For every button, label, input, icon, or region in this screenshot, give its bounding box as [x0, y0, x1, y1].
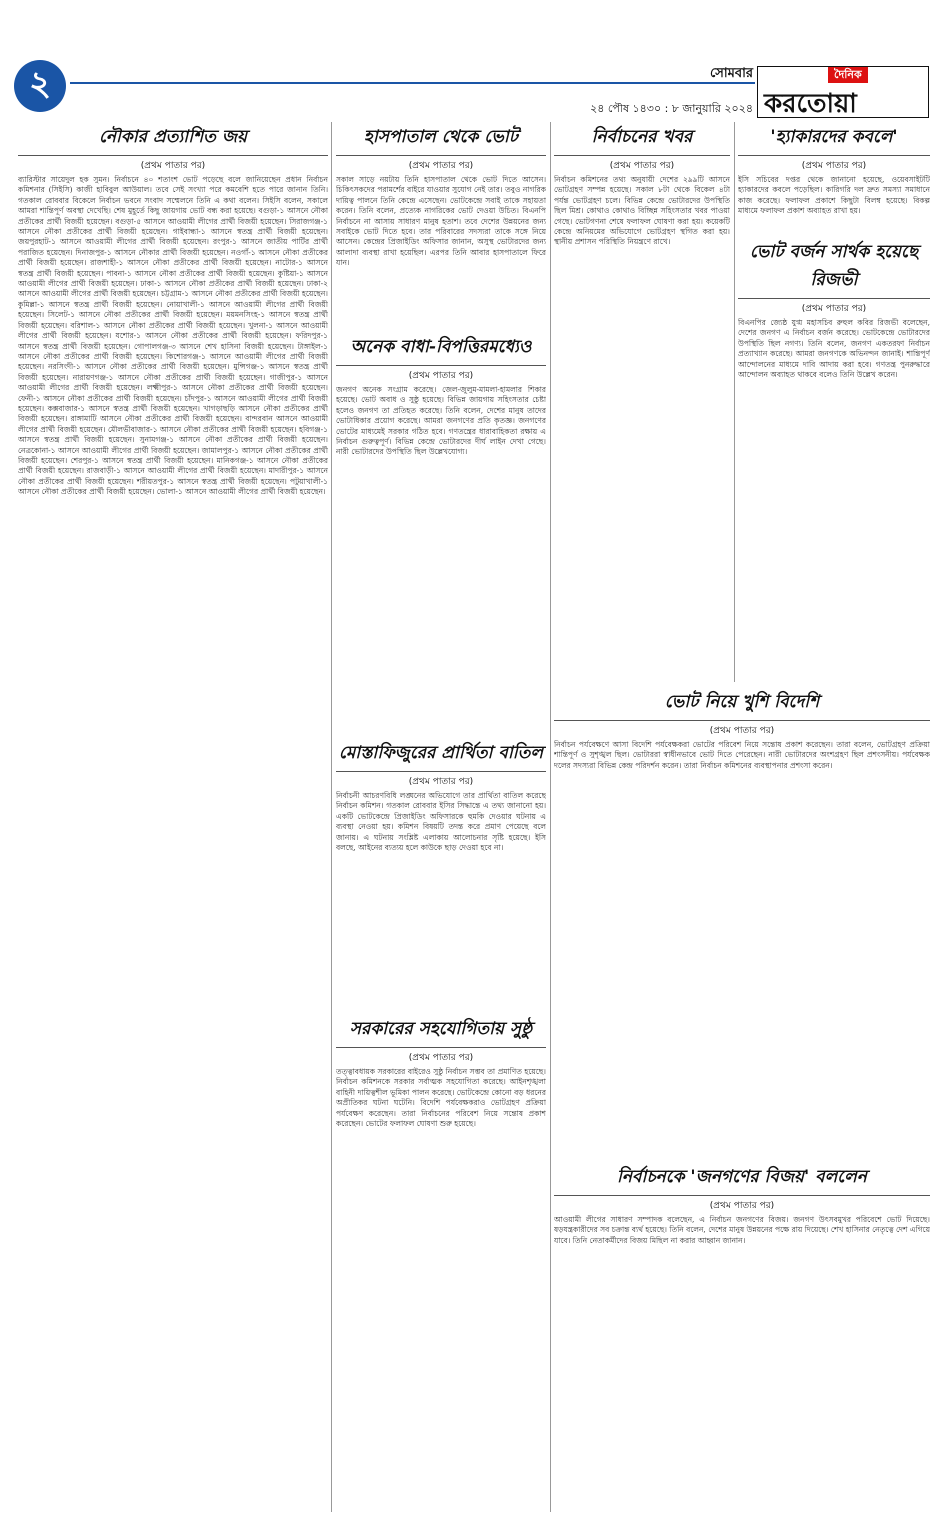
- body-hospital: সকাল সাড়ে নয়টায় তিনি হাসপাতাল থেকে ভোট দিতে আসেন। চিকিৎসকদের পরামর্শের বাইরে যাওয়ার সুযোগ নেই তার। তবুও নাগরিক দায়িত্ব পালনে তিনি কেন্দ্রে এসেছেন। ভোটকেন্দ্রে সবাই তাকে সহায়তা করেন। তিনি বলেন, প্রত্যেক নাগরিকের ভোট দেওয়া উচিত। বিএনপি নির্বাচনে না আসায় সাধারণ মানুষ হতাশ। তবে দেশের উন্নয়নের জন্য সবাইকে ভোট দিতে হবে। তার পরিবারের সদস্যরা তাকে সঙ্গে নিয়ে আসেন। কেন্দ্রের প্রিজাইডিং অফিসার জানান, অসুস্থ ভোটারদের জন্য আলাদা ব্যবস্থা রাখা হয়েছিল। এরপর তিনি আবার হাসপাতালে ফিরে যান।: [336, 175, 546, 268]
- continued-label: (প্রথম পাতার পর): [709, 726, 775, 736]
- article-cooperation: [336, 1014, 546, 1512]
- headline-victory: নির্বাচনকে 'জনগণের বিজয়' বললেন: [554, 1164, 930, 1196]
- article-hackers: [738, 122, 930, 232]
- issue-day: সোমবার: [709, 66, 753, 81]
- logo-name: করতোয়া: [764, 89, 857, 119]
- header-rule: [70, 82, 755, 84]
- body-hackers: ইসি সচিবের দপ্তর থেকে জানানো হয়েছে, ওয়েবসাইটটি হ্যাকারদের কবলে পড়েছিল। কারিগরি দল দ্রুত সমস্যা সমাধানে কাজ করেছে। ফলাফল প্রকাশে কিছুটা বিলম্ব হয়েছে। বিকল্প মাধ্যমে ফলাফল প্রকাশ অব্যাহত রাখা হয়।: [738, 175, 930, 216]
- column-divider: [550, 122, 551, 1512]
- body-cooperation: তত্ত্বাবধায়ক সরকারের বাইরেও সুষ্ঠু নির্বাচন সম্ভব তা প্রমাণিত হয়েছে। নির্বাচন কমিশনকে সরকার সর্বাত্মক সহযোগিতা করেছে। আইনশৃঙ্খলা বাহিনী দায়িত্বশীল ভূমিকা পালন করেছে। ভোটকেন্দ্রে কোনো বড় ধরনের অপ্রীতিকর ঘটনা ঘটেনি। বিদেশি পর্যবেক্ষকরাও ভোটগ্রহণ প্রক্রিয়া পর্যবেক্ষণ করেছেন। তারা নির্বাচনের পরিবেশ নিয়ে সন্তোষ প্রকাশ করেছেন। ভোটের ফলাফল ঘোষণা শুরু হয়েছে।: [336, 1067, 546, 1129]
- continued-label: (প্রথম পাতার পর): [801, 161, 867, 171]
- continued-label: (প্রথম পাতার পর): [801, 304, 867, 314]
- article-foreigners: [554, 687, 930, 1157]
- body-victory: আওয়ামী লীগের সাধারণ সম্পাদক বলেছেন, এ নির্বাচন জনগণের বিজয়। জনগণ উৎসবমুখর পরিবেশে ভোট দিয়েছে। ষড়যন্ত্রকারীদের সব চক্রান্ত ব্যর্থ হয়েছে। তিনি বলেন, দেশের মানুষ উন্নয়নের পক্ষে রায় দিয়েছে। শেখ হাসিনার নেতৃত্বে দেশ এগিয়ে যাবে। তিনি নেতাকর্মীদের বিজয় মিছিল না করার আহ্বান জানান।: [554, 1215, 930, 1245]
- center-column: [336, 122, 546, 1512]
- logo-small-text: দৈনিক: [828, 67, 868, 83]
- continued-label: (প্রথম পাতার পর): [408, 371, 474, 381]
- issue-date: ২৪ পৌষ ১৪৩০ : ৮ জানুয়ারি ২০২৪: [590, 102, 753, 115]
- continued-label: (প্রথম পাতার পর): [408, 161, 474, 171]
- body-mostafizur: নির্বাচনী আচরণবিধি লঙ্ঘনের অভিযোগে তার প্রার্থিতা বাতিল করেছে নির্বাচন কমিশন। গতকাল রোববার ইসির সিদ্ধান্তে এ তথ্য জানানো হয়। একটি ভোটকেন্দ্রে প্রিজাইডিং অফিসারকে হুমকি দেওয়ার ঘটনায় এ ব্যবস্থা নেওয়া হয়। কমিশন বিষয়টি তদন্ত করে প্রমাণ পেয়েছে বলে জানায়। এ ঘটনায় সংশ্লিষ্ট এলাকায় আলোচনার সৃষ্টি হয়েছে। ইসি বলছে, আইনের ব্যত্যয় হলে কাউকে ছাড় দেওয়া হবে না।: [336, 791, 546, 853]
- body-foreigners: নির্বাচন পর্যবেক্ষণে আসা বিদেশি পর্যবেক্ষকরা ভোটের পরিবেশ নিয়ে সন্তোষ প্রকাশ করেছেন। তারা বলেন, ভোটগ্রহণ প্রক্রিয়া শান্তিপূর্ণ ও সুশৃঙ্খল ছিল। ভোটাররা স্বাধীনভাবে ভোট দিতে পেরেছেন। নারী ভোটারদের অংশগ্রহণ ছিল প্রশংসনীয়। পর্যবেক্ষক দলের সদস্যরা বিভিন্ন কেন্দ্র পরিদর্শন করেন। তারা নির্বাচন কমিশনের ব্যবস্থাপনার প্রশংসা করেন।: [554, 740, 930, 770]
- headline-hospital: হাসপাতাল থেকে ভোট: [336, 124, 546, 156]
- article-boat: [18, 122, 328, 1512]
- headline-foreigners: ভোট নিয়ে খুশি বিদেশি: [554, 689, 930, 721]
- continued-label: (প্রথম পাতার পর): [408, 1053, 474, 1063]
- body-obstacles: জনগণ অনেক সংগ্রাম করেছে। জেল-জুলুম-মামলা-হামলার শিকার হয়েছে। ভোট অবাধ ও সুষ্ঠু হয়েছে। বিভিন্ন জায়গায় সহিংসতার চেষ্টা হলেও জনগণ তা প্রতিহত করেছে। তিনি বলেন, দেশের মানুষ তাদের ভোটাধিকার প্রয়োগ করেছে। আমরা জনগণের প্রতি কৃতজ্ঞ। জনগণের ভোটের মাধ্যমেই সরকার গঠিত হবে। গণতন্ত্রের ধারাবাহিকতা রক্ষায় এ নির্বাচন গুরুত্বপূর্ণ। বিভিন্ন কেন্দ্রে ভোটারদের দীর্ঘ লাইন দেখা গেছে। নারী ভোটারদের উপস্থিতি ছিল উল্লেখযোগ্য।: [336, 385, 546, 457]
- headline-hackers: 'হ্যাকারদের কবলে': [738, 124, 930, 156]
- newspaper-logo: [757, 66, 929, 118]
- continued-label: (প্রথম পাতার পর): [709, 1201, 775, 1211]
- continued-label: (প্রথম পাতার পর): [140, 161, 206, 171]
- headline-cooperation: সরকারের সহযোগিতায় সুষ্ঠু: [336, 1016, 546, 1048]
- article-hospital: [336, 122, 546, 328]
- headline-obstacles: অনেক বাধা-বিপত্তিরমধ্যেও: [336, 334, 546, 366]
- headline-boycott: ভোট বর্জন সার্থক হয়েছে রিজভী: [738, 239, 930, 299]
- body-boycott: বিএনপির জ্যেষ্ঠ যুগ্ম মহাসচিব রুহুল কবির রিজভী বলেছেন, দেশের জনগণ এ নির্বাচন বর্জন করেছে। ভোটকেন্দ্রে ভোটারদের উপস্থিতি ছিল নগণ্য। তিনি বলেন, জনগণ একতরফা নির্বাচন প্রত্যাখ্যান করেছে। আমরা জনগণকে অভিনন্দন জানাই। শান্তিপূর্ণ আন্দোলনের মাধ্যমে দাবি আদায় করা হবে। গণতন্ত্র পুনরুদ্ধারে আন্দোলন অব্যাহত থাকবে বলেও তিনি উল্লেখ করেন।: [738, 318, 930, 380]
- headline-boat: নৌকার প্রত্যাশিত জয়: [18, 124, 328, 156]
- column-divider: [331, 122, 332, 1512]
- headline-mostafizur: মোস্তাফিজুরের প্রার্থিতা বাতিল: [336, 740, 546, 772]
- continued-label: (প্রথম পাতার পর): [408, 777, 474, 787]
- body-boat: ব্যারিস্টার সায়েদুল হক সুমন। নির্বাচনে ৪০ শতাংশ ভোট পড়েছে বলে জানিয়েছেন প্রধান নির্বাচন কমিশনার (সিইসি) কাজী হাবিবুল আউয়াল। তবে সেই সংখ্যা পরে কমবেশি হতে পারে জানান তিনি। গতকাল রোববার বিকেলে নির্বাচন ভবনে সংবাদ সম্মেলনে তিনি এ কথা বলেন। সিইসি বলেন, সকালে আমরা শান্তিপূর্ণ অবস্থা দেখেছি। শেষ মুহূর্তে কিছু জায়গায় ভোট বন্ধ করা হয়েছে। বগুড়া-১ আসনে নৌকা প্রতীকের প্রার্থী বিজয়ী হয়েছেন। বগুড়া-৫ আসনে আওয়ামী লীগের প্রার্থী বিজয়ী হয়েছেন। সিরাজগঞ্জ-১ আসনে নৌকা প্রতীকের প্রার্থী বিজয়ী হয়েছেন। গাইবান্ধা-১ আসনে স্বতন্ত্র প্রার্থী বিজয়ী হয়েছেন। জয়পুরহাট-১ আসনে আওয়ামী লীগের প্রার্থী বিজয়ী হয়েছেন। রংপুর-১ আসনে জাতীয় পার্টির প্রার্থী পরাজিত হয়েছেন। দিনাজপুর-১ আসনে নৌকার প্রার্থী বিজয়ী হয়েছেন। নওগাঁ-১ আসনে নৌকা প্রতীকের প্রার্থী বিজয়ী হয়েছেন। রাজশাহী-১ আসনে নৌকা প্রতীকের প্রার্থী বিজয়ী হয়েছেন। নাটোর-১ আসনে স্বতন্ত্র প্রার্থী বিজয়ী হয়েছেন। পাবনা-১ আসনে নৌকা প্রতীকের প্রার্থী বিজয়ী হয়েছেন। কুষ্টিয়া-১ আসনে আওয়ামী লীগের প্রার্থী বিজয়ী হয়েছেন। ঢাকা-১ আসনে নৌকা প্রতীকের প্রার্থী বিজয়ী হয়েছেন। ঢাকা-২ আসনে আওয়ামী লীগের প্রার্থী বিজয়ী হয়েছেন। চট্টগ্রাম-১ আসনে নৌকা প্রতীকের প্রার্থী বিজয়ী হয়েছেন। কুমিল্লা-১ আসনে স্বতন্ত্র প্রার্থী বিজয়ী হয়েছেন। নোয়াখালী-১ আসনে আওয়ামী লীগের প্রার্থী বিজয়ী হয়েছেন। সিলেট-১ আসনে নৌকা প্রতীকের প্রার্থী বিজয়ী হয়েছেন। ময়মনসিংহ-১ আসনে স্বতন্ত্র প্রার্থী বিজয়ী হয়েছেন। বরিশাল-১ আসনে নৌকা প্রতীকের প্রার্থী বিজয়ী হয়েছেন। খুলনা-১ আসনে আওয়ামী লীগের প্রার্থী বিজয়ী হয়েছেন। যশোর-১ আসনে নৌকা প্রতীকের প্রার্থী বিজয়ী হয়েছেন। ফরিদপুর-১ আসনে স্বতন্ত্র প্রার্থী বিজয়ী হয়েছেন। গোপালগঞ্জ-৩ আসনে শেখ হাসিনা বিজয়ী হয়েছেন। টাঙ্গাইল-১ আসনে নৌকা প্রতীকের প্রার্থী বিজয়ী হয়েছেন। কিশোরগঞ্জ-১ আসনে আওয়ামী লীগের প্রার্থী বিজয়ী হয়েছেন। নরসিংদী-১ আসনে নৌকা প্রতীকের প্রার্থী বিজয়ী হয়েছেন। মুন্সিগঞ্জ-১ আসনে স্বতন্ত্র প্রার্থী বিজয়ী হয়েছেন। নারায়ণগঞ্জ-১ আসনে নৌকা প্রতীকের প্রার্থী বিজয়ী হয়েছেন। গাজীপুর-১ আসনে আওয়ামী লীগের প্রার্থী বিজয়ী হয়েছেন। লক্ষ্মীপুর-১ আসনে নৌকা প্রতীকের প্রার্থী বিজয়ী হয়েছেন। ফেনী-১ আসনে নৌকা প্রতীকের প্রার্থী বিজয়ী হয়েছেন। চাঁদপুর-১ আসনে আওয়ামী লীগের প্রার্থী বিজয়ী হয়েছেন। কক্সবাজার-১ আসনে স্বতন্ত্র প্রার্থী বিজয়ী হয়েছেন। খাগড়াছড়ি আসনে নৌকা প্রতীকের প্রার্থী বিজয়ী হয়েছেন। রাঙ্গামাটি আসনে নৌকা প্রতীকের প্রার্থী বিজয়ী হয়েছেন। বান্দরবান আসনে আওয়ামী লীগের প্রার্থী বিজয়ী হয়েছেন। মৌলভীবাজার-১ আসনে নৌকা প্রতীকের প্রার্থী বিজয়ী হয়েছেন। হবিগঞ্জ-১ আসনে স্বতন্ত্র প্রার্থী বিজয়ী হয়েছেন। সুনামগঞ্জ-১ আসনে নৌকা প্রতীকের প্রার্থী বিজয়ী হয়েছেন। নেত্রকোনা-১ আসনে আওয়ামী লীগের প্রার্থী বিজয়ী হয়েছেন। জামালপুর-১ আসনে নৌকা প্রতীকের প্রার্থী বিজয়ী হয়েছেন। শেরপুর-১ আসনে স্বতন্ত্র প্রার্থী বিজয়ী হয়েছেন। মানিকগঞ্জ-১ আসনে নৌকা প্রতীকের প্রার্থী বিজয়ী হয়েছেন। রাজবাড়ী-১ আসনে আওয়ামী লীগের প্রার্থী বিজয়ী হয়েছেন। মাদারীপুর-১ আসনে নৌকা প্রতীকের প্রার্থী বিজয়ী হয়েছেন। শরীয়তপুর-১ আসনে স্বতন্ত্র প্রার্থী বিজয়ী হয়েছেন। পটুয়াখালী-১ আসনে নৌকা প্রতীকের প্রার্থী বিজয়ী হয়েছেন। ভোলা-১ আসনে আওয়ামী লীগের প্রার্থী বিজয়ী হয়েছেন।: [18, 175, 328, 497]
- article-obstacles: [336, 332, 546, 734]
- article-victory: [554, 1162, 930, 1512]
- headline-election-news: নির্বাচনের খবর: [554, 124, 730, 156]
- article-boycott: [738, 237, 930, 687]
- body-election-news: নির্বাচন কমিশনের তথ্য অনুযায়ী দেশের ২৯৯টি আসনে ভোটগ্রহণ সম্পন্ন হয়েছে। সকাল ৮টা থেকে বিকেল ৪টা পর্যন্ত ভোটগ্রহণ চলে। বিভিন্ন কেন্দ্রে ভোটারদের উপস্থিতি ছিল মিশ্র। কোথাও কোথাও বিচ্ছিন্ন সহিংসতার খবর পাওয়া গেছে। ভোটগণনা শেষে ফলাফল ঘোষণা করা হয়। কয়েকটি কেন্দ্রে অনিয়মের অভিযোগে ভোটগ্রহণ স্থগিত করা হয়। স্থানীয় প্রশাসন পরিস্থিতি নিয়ন্ত্রণে রাখে।: [554, 175, 730, 247]
- article-mostafizur: [336, 738, 546, 1010]
- column-divider: [734, 122, 735, 682]
- page-columns: [18, 122, 930, 1512]
- continued-label: (প্রথম পাতার পর): [609, 161, 675, 171]
- article-election-news: [554, 122, 730, 682]
- masthead: [0, 0, 945, 122]
- page-number: ২: [14, 60, 66, 112]
